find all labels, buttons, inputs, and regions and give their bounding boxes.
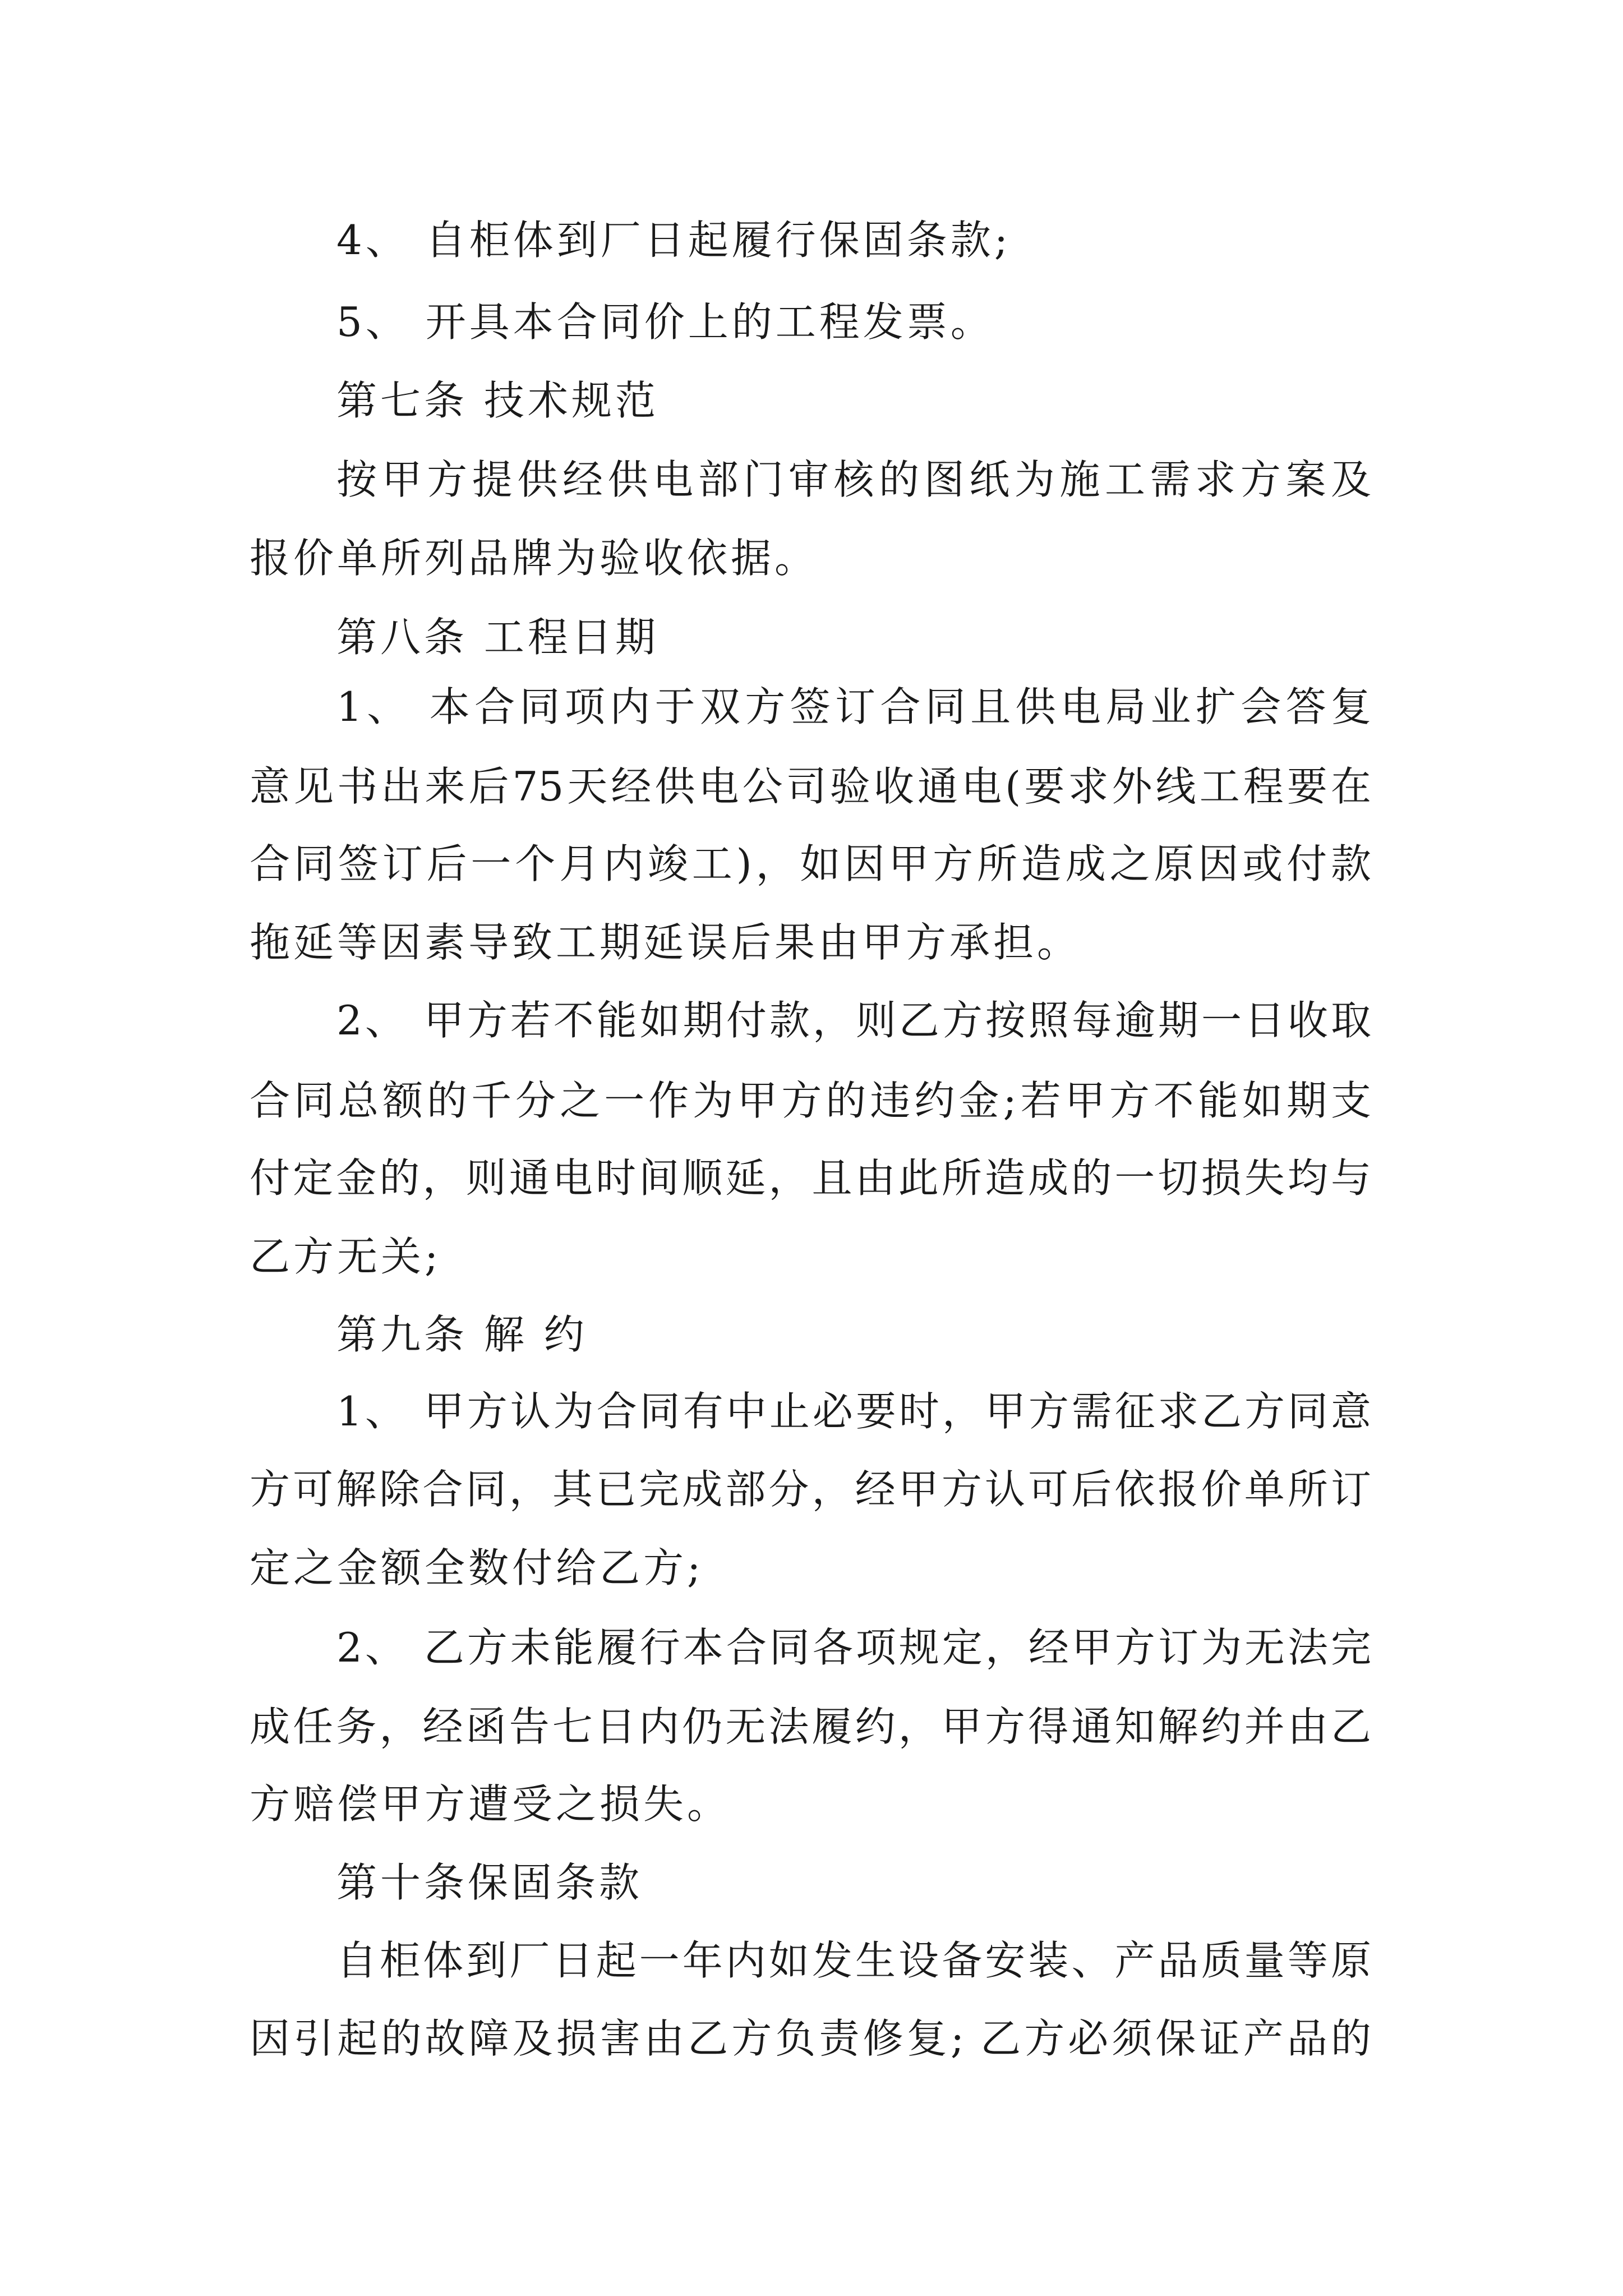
paragraph-line: 1、 本合同项内于双方签订合同且供电局业扩会答复: [336, 683, 1371, 730]
paragraph-line: 方赔偿甲方遭受之损失。: [250, 1780, 731, 1828]
paragraph-line: 2、 甲方若不能如期付款，则乙方按照每逾期一日收取: [336, 997, 1371, 1044]
paragraph-line: 自柜体到厂日起一年内如发生设备安装、产品质量等原: [336, 1937, 1371, 1984]
paragraph-line: 定之金额全数付给乙方;: [250, 1544, 704, 1591]
paragraph-line: 付定金的，则通电时间顺延，且由此所造成的一切损失均与: [250, 1154, 1371, 1202]
paragraph-line: 报价单所列品牌为验收依据。: [250, 535, 819, 582]
section-heading-7: 第七条 技术规范: [336, 377, 659, 424]
paragraph-line: 方可解除合同，其已完成部分，经甲方认可后依报价单所订: [250, 1466, 1371, 1513]
section-heading-9: 第九条 解 约: [336, 1311, 588, 1358]
paragraph-line: 乙方无关;: [250, 1233, 442, 1280]
paragraph-line: 1、 甲方认为合同有中止必要时，甲方需征求乙方同意: [336, 1388, 1371, 1435]
paragraph-line: 成任务，经函告七日内仍无法履约，甲方得通知解约并由乙: [250, 1703, 1371, 1750]
paragraph-line: 意见书出来后75天经供电公司验收通电(要求外线工程要在: [250, 763, 1371, 810]
paragraph-line: 合同总额的千分之一作为甲方的违约金;若甲方不能如期支: [250, 1077, 1371, 1124]
list-item-5: 5、 开具本合同价上的工程发票。: [336, 298, 994, 346]
paragraph-line: 按甲方提供经供电部门审核的图纸为施工需求方案及: [336, 456, 1371, 503]
paragraph-line: 因引起的故障及损害由乙方负责修复; 乙方必须保证产品的: [250, 2015, 1371, 2062]
list-item-4: 4、 自柜体到厂日起履行保固条款;: [336, 217, 1011, 264]
paragraph-line: 2、 乙方未能履行本合同各项规定，经甲方订为无法完: [336, 1624, 1371, 1671]
paragraph-line: 合同签订后一个月内竣工)，如因甲方所造成之原因或付款: [250, 840, 1371, 887]
section-heading-8: 第八条 工程日期: [336, 614, 659, 661]
section-heading-10: 第十条保固条款: [336, 1859, 643, 1906]
paragraph-line: 拖延等因素导致工期延误后果由甲方承担。: [250, 919, 1081, 966]
